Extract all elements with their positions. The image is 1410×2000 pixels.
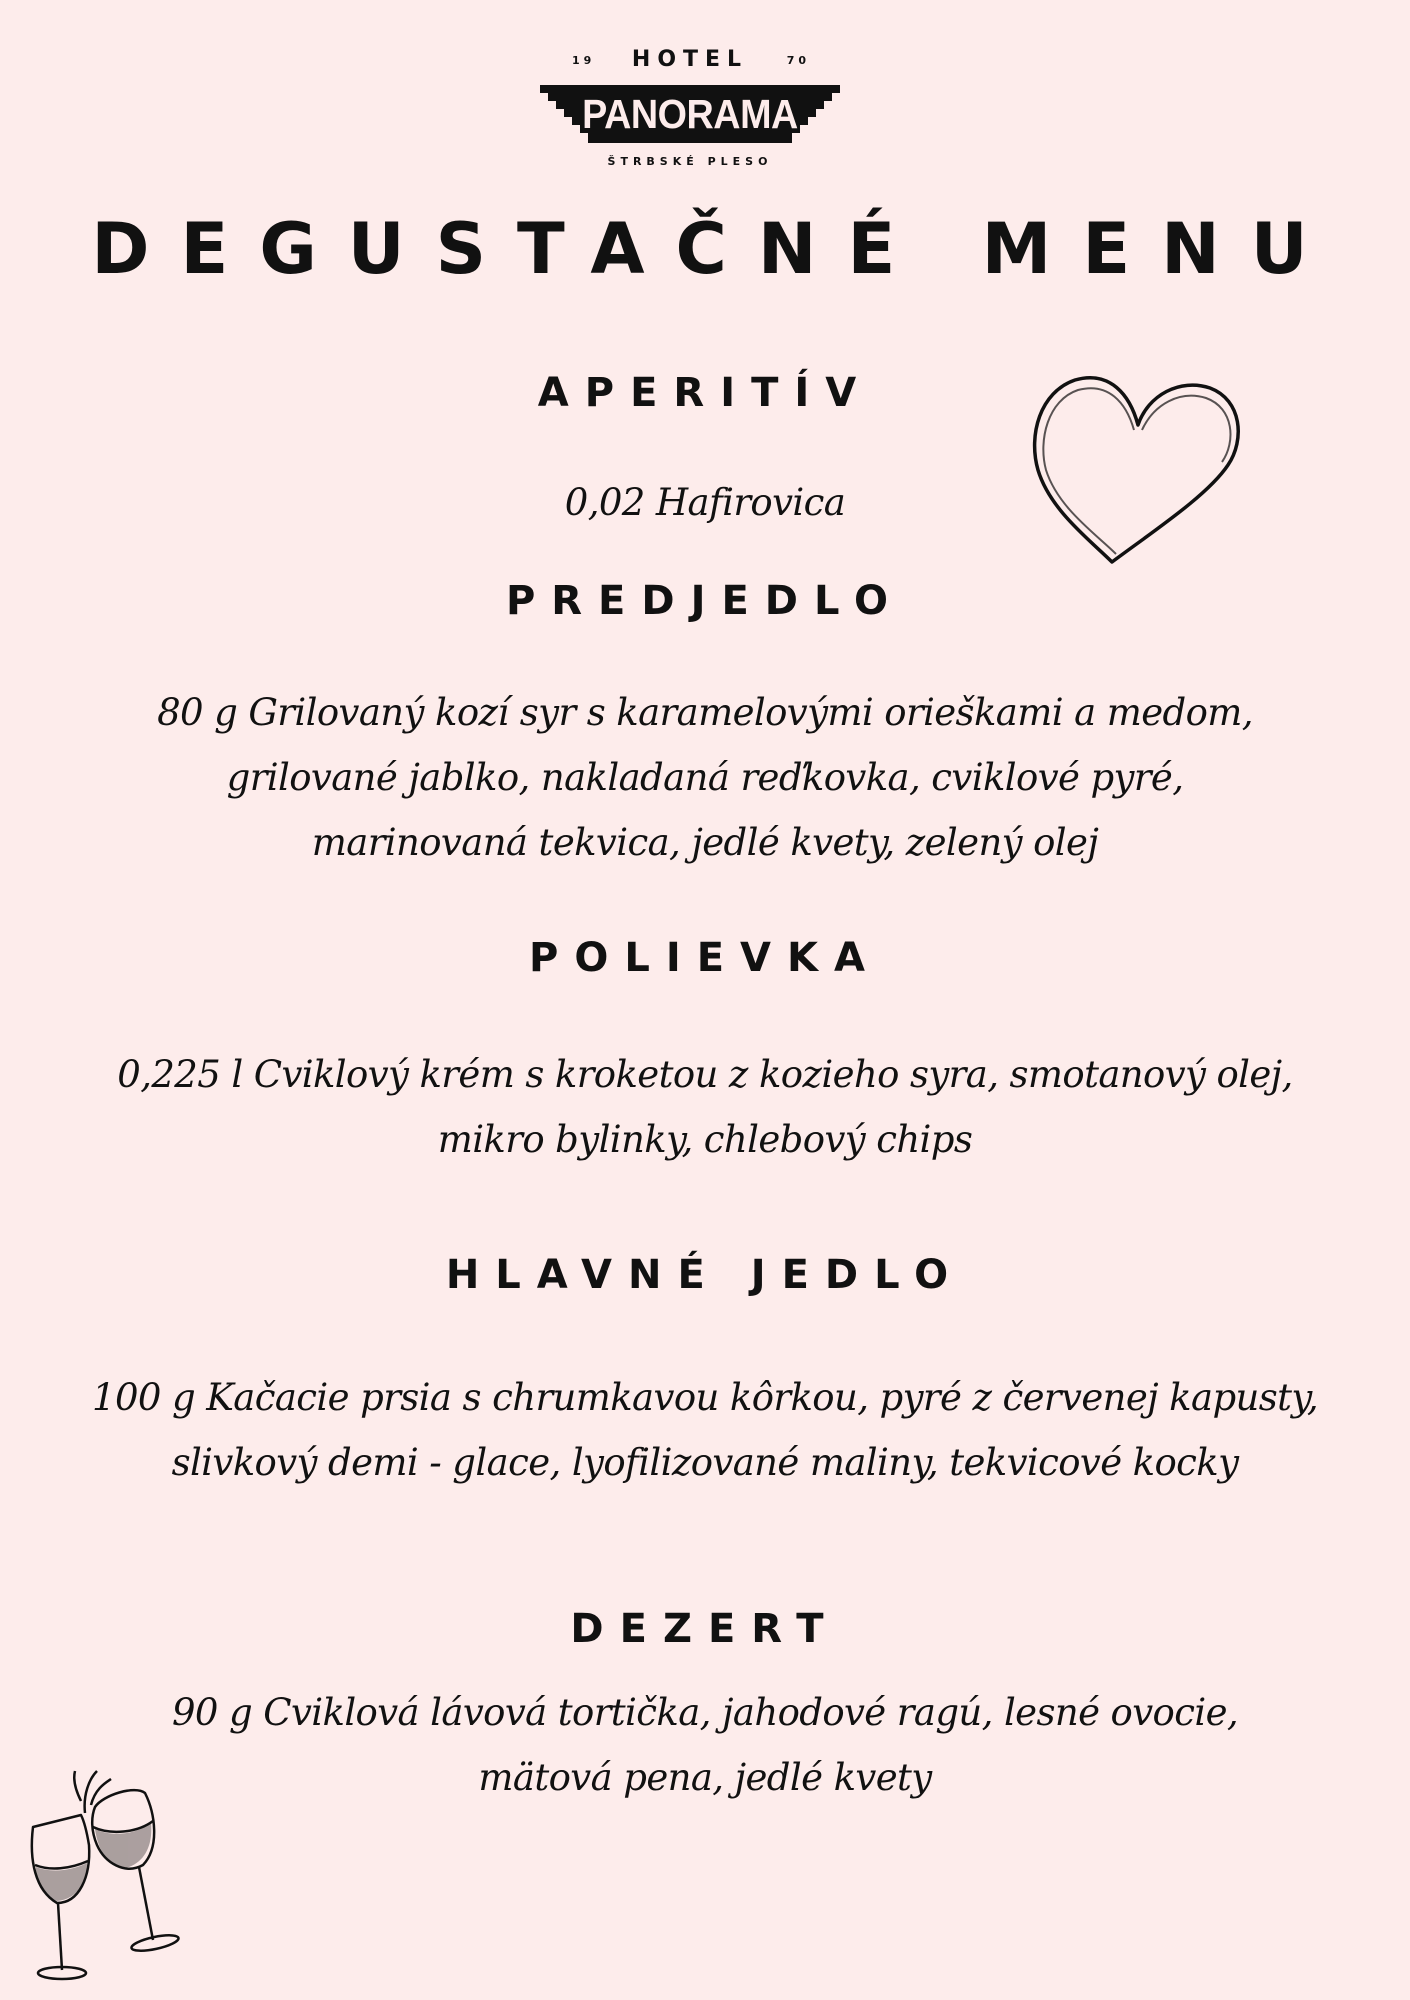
- logo-name: PANORAMA: [582, 91, 798, 137]
- hotel-logo: [540, 45, 840, 180]
- logo-hotel-word: HOTEL: [631, 47, 749, 72]
- item-line: mikro bylinky, chlebový chips: [437, 1118, 973, 1161]
- item-line: 80 g Grilovaný kozí syr s karamelovými orieškami a medom,: [157, 691, 1253, 734]
- logo-place: ŠTRBSKÉ PLESO: [607, 155, 773, 168]
- item-aperitiv: [0, 470, 1410, 535]
- item-hlavne-jedlo: [0, 1365, 1410, 1495]
- logo-year-right: 70: [786, 54, 810, 67]
- item-line: 100 g Kačacie prsia s chrumkavou kôrkou, pyré z červenej kapusty,: [92, 1376, 1318, 1419]
- item-line: marinovaná tekvica, jedlé kvety, zelený olej: [311, 821, 1099, 864]
- wine-glasses-icon: [25, 1765, 200, 1990]
- item-line: slivkový demi - glace, lyofilizované maliny, tekvicové kocky: [171, 1441, 1239, 1484]
- item-predjedlo: [0, 680, 1410, 875]
- heading-aperitiv: APERITÍV: [537, 370, 873, 416]
- item-dezert: [0, 1680, 1410, 1810]
- page-title: DEGUSTAČNÉ MENU: [91, 208, 1339, 290]
- item-line: 0,02 Hafirovica: [564, 481, 846, 524]
- item-line: 0,225 l Cviklový krém s kroketou z kozieho syra, smotanový olej,: [117, 1053, 1293, 1096]
- item-polievka: [0, 1042, 1410, 1172]
- item-line: grilované jablko, nakladaná reďkovka, cviklové pyré,: [226, 756, 1184, 799]
- item-line: mätová pena, jedlé kvety: [478, 1756, 932, 1799]
- heading-dezert: DEZERT: [570, 1606, 840, 1652]
- item-line: 90 g Cviklová lávová tortička, jahodové ragú, lesné ovocie,: [171, 1691, 1239, 1734]
- heading-hlavne-jedlo: HLAVNÉ JEDLO: [445, 1252, 965, 1298]
- logo-year-left: 19: [572, 54, 596, 67]
- heading-predjedlo: PREDJEDLO: [505, 578, 905, 624]
- heading-polievka: POLIEVKA: [529, 935, 881, 981]
